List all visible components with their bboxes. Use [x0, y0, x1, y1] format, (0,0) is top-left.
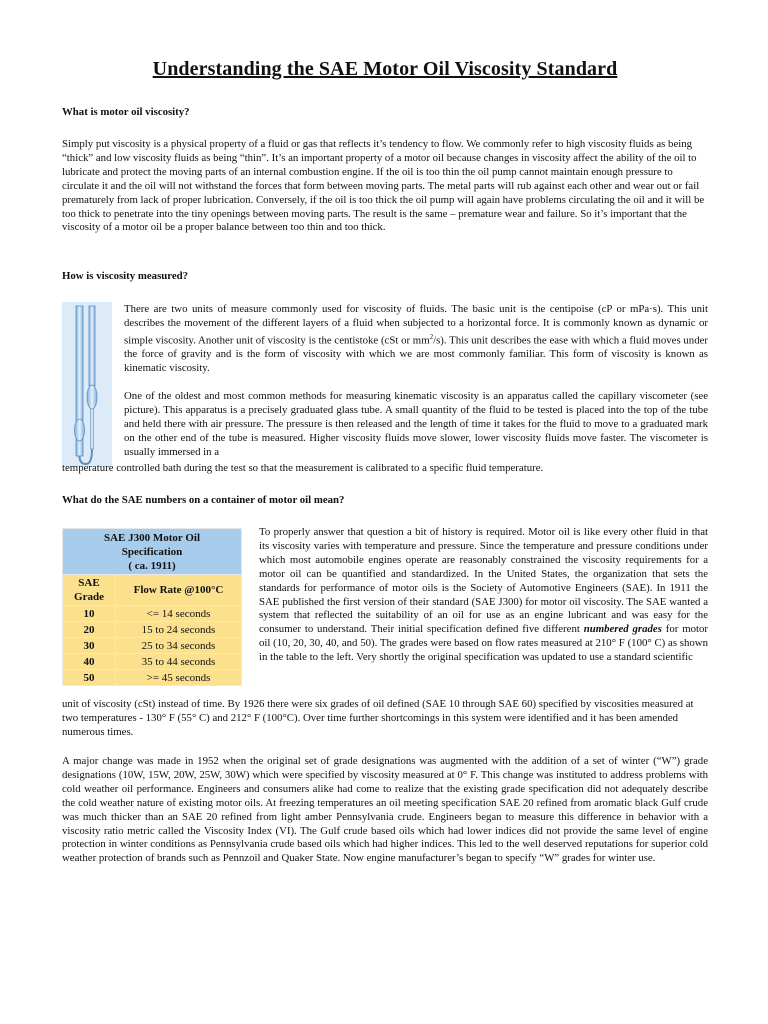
section-heading-sae-numbers: What do the SAE numbers on a container of motor oil mean?: [62, 494, 345, 506]
table-header-grade: SAE Grade: [63, 575, 116, 606]
section-heading-viscosity: What is motor oil viscosity?: [62, 106, 190, 118]
table-cell-grade: 30: [63, 638, 116, 654]
table-row: [63, 606, 242, 622]
table-cell-grade: 10: [63, 606, 116, 622]
table-cell-flow: <= 14 seconds: [116, 606, 242, 622]
table-row: [63, 638, 242, 654]
table-cell-flow: >= 45 seconds: [116, 670, 242, 686]
paragraph-capillary-viscometer: One of the oldest and most common methods for measuring kinematic viscosity is an apparatus called the capillary viscometer (see picture). This apparatus is a precisely graduated glass tube. A small quantity of the fluid to be tested is placed into the top of the tube and held there with air pressure. The pressure is then released and the length of time it takes for the fluid to move to a graduated mark on the other end of the tube is measured. Higher viscosity fluids move slower, lower viscosity fluids move faster. The viscometer is usually immersed in a: [124, 390, 708, 458]
page-title: Understanding the SAE Motor Oil Viscosity Standard: [152, 58, 618, 80]
paragraph-sae-grades-1926: unit of viscosity (cSt) instead of time. By 1926 there were six grades of oil defined (SAE 10 through SAE 60) specified by viscosities measured at two temperatures - 130° F (55° C) and 212° F (100°C). Over time further shortcomings in this system were identified and it has been amended numerous times.: [62, 698, 694, 738]
table-row: [63, 654, 242, 670]
table-row: [63, 622, 242, 638]
table-cell-flow: 35 to 44 seconds: [116, 654, 242, 670]
paragraph-viscosity-intro: Simply put viscosity is a physical property of a fluid or gas that reflects it’s tendency to flow. We commonly refer to high viscosity fluids as being “thick” and low viscosity fluids as being “thin”. It’s an important property of a motor oil because changes in viscosity affect the ability of the oil to lubricate and protect the moving parts of an internal combustion engine. If the oil is too thin the oil pump cannot maintain enough pressure to circulate it and the oil will not withstand the forces that form between moving parts. The metal parts will rub against each other and wear out or fail prematurely from lack of proper lubrication. Conversely, if the oil is too thick the oil pump will again have problems circulating the oil and it will be too thick to penetrate into the tiny openings between moving parts. The result is the same – premature wear and failure. So it’s important that the viscosity of a motor oil be a proper balance between too thin and too thick.: [62, 138, 705, 234]
paragraph-units: There are two units of measure commonly used for viscosity of fluids. The basic unit is the centipoise (cP or mPa·s). This unit describes the movement of the different layers of a fluid when subjected to a horizontal force. It is commonly known as dynamic or simple viscosity. Another unit of viscosity is the centistoke (cSt or $mm^2/s$). This unit describes the ease with which a fluid moves under the force of gravity and is the form of viscosity with which we are most commonly familiar. This form of viscosity is known as kinematic viscosity.: [124, 303, 708, 375]
table-header-flow-rate: Flow Rate @100°C: [116, 575, 242, 606]
sae-j300-table: [62, 528, 242, 686]
table-cell-flow: 25 to 34 seconds: [116, 638, 242, 654]
viscometer-image: [62, 302, 112, 467]
paragraph-temperature-bath: temperature controlled bath during the test so that the measurement is calibrated to a specific fluid temperature.: [62, 462, 544, 474]
table-row: [63, 670, 242, 686]
table-title: SAE J300 Motor Oil Specification ( ca. 1911): [63, 529, 242, 575]
paragraph-sae-history: To properly answer that question a bit of history is required. Motor oil is like every other fluid in that its viscosity varies with temperature and pressure. Since the temperature and pressure conditions under which most automobile engines operate are reasonably constrained the viscosity requirements for a motor oil can be quantified and standardized. In the United States, the organization that sets the standards for performance of motor oils is the Society of Automotive Engineers (SAE). In 1911 the SAE published the first version of their standard (SAE J300) for motor oil viscosity. The SAE wanted a system that reflected the suitability of an oil for use as an engine lubricant and was easy for the consumer to understand. Their initial specification defined five different numbered grades for motor oil (10, 20, 30, 40, and 50). The grades were based on flow rates measured at 210° F (100° C) as shown in the table to the left. Very shortly the original specification was updated to use a standard scientific: [259, 526, 708, 664]
section-heading-measured: How is viscosity measured?: [62, 270, 189, 282]
table-cell-flow: 15 to 24 seconds: [116, 622, 242, 638]
table-cell-grade: 50: [63, 670, 116, 686]
table-cell-grade: 20: [63, 622, 116, 638]
capillary-viscometer-icon: [62, 302, 112, 467]
paragraph-winter-grades: A major change was made in 1952 when the original set of grade designations was augmented with the addition of a set of winter (“W”) grade designations (10W, 15W, 20W, 25W, 30W) which were specified by viscosity measured at 0° F. This change was instituted to address problems with cold weather oil performance. Engineers and consumers alike had come to realize that the existing grade specification did not adequately describe the cold weather nature of existing motor oils. At freezing temperatures an oil meeting specification SAE 20 refined from aromatic black Gulf crude was much thicker than an SAE 20 refined from light amber Pennsylvania crude. Engineers began to measure this difference in behavior with a viscosity ratio metric called the Viscosity Index (VI). The Gulf crude based oils which had lower indices did not provide the same level of engine protection in winter conditions as Pennsylvania crude based oils which had higher indices. This led to the well deserved reputations for superior cold weather protection of brands such as Pennzoil and Quaker State. Now engine manufacturer’s began to specify “W” grades for winter use.: [62, 755, 708, 865]
document-page: [62, 58, 708, 865]
table-cell-grade: 40: [63, 654, 116, 670]
